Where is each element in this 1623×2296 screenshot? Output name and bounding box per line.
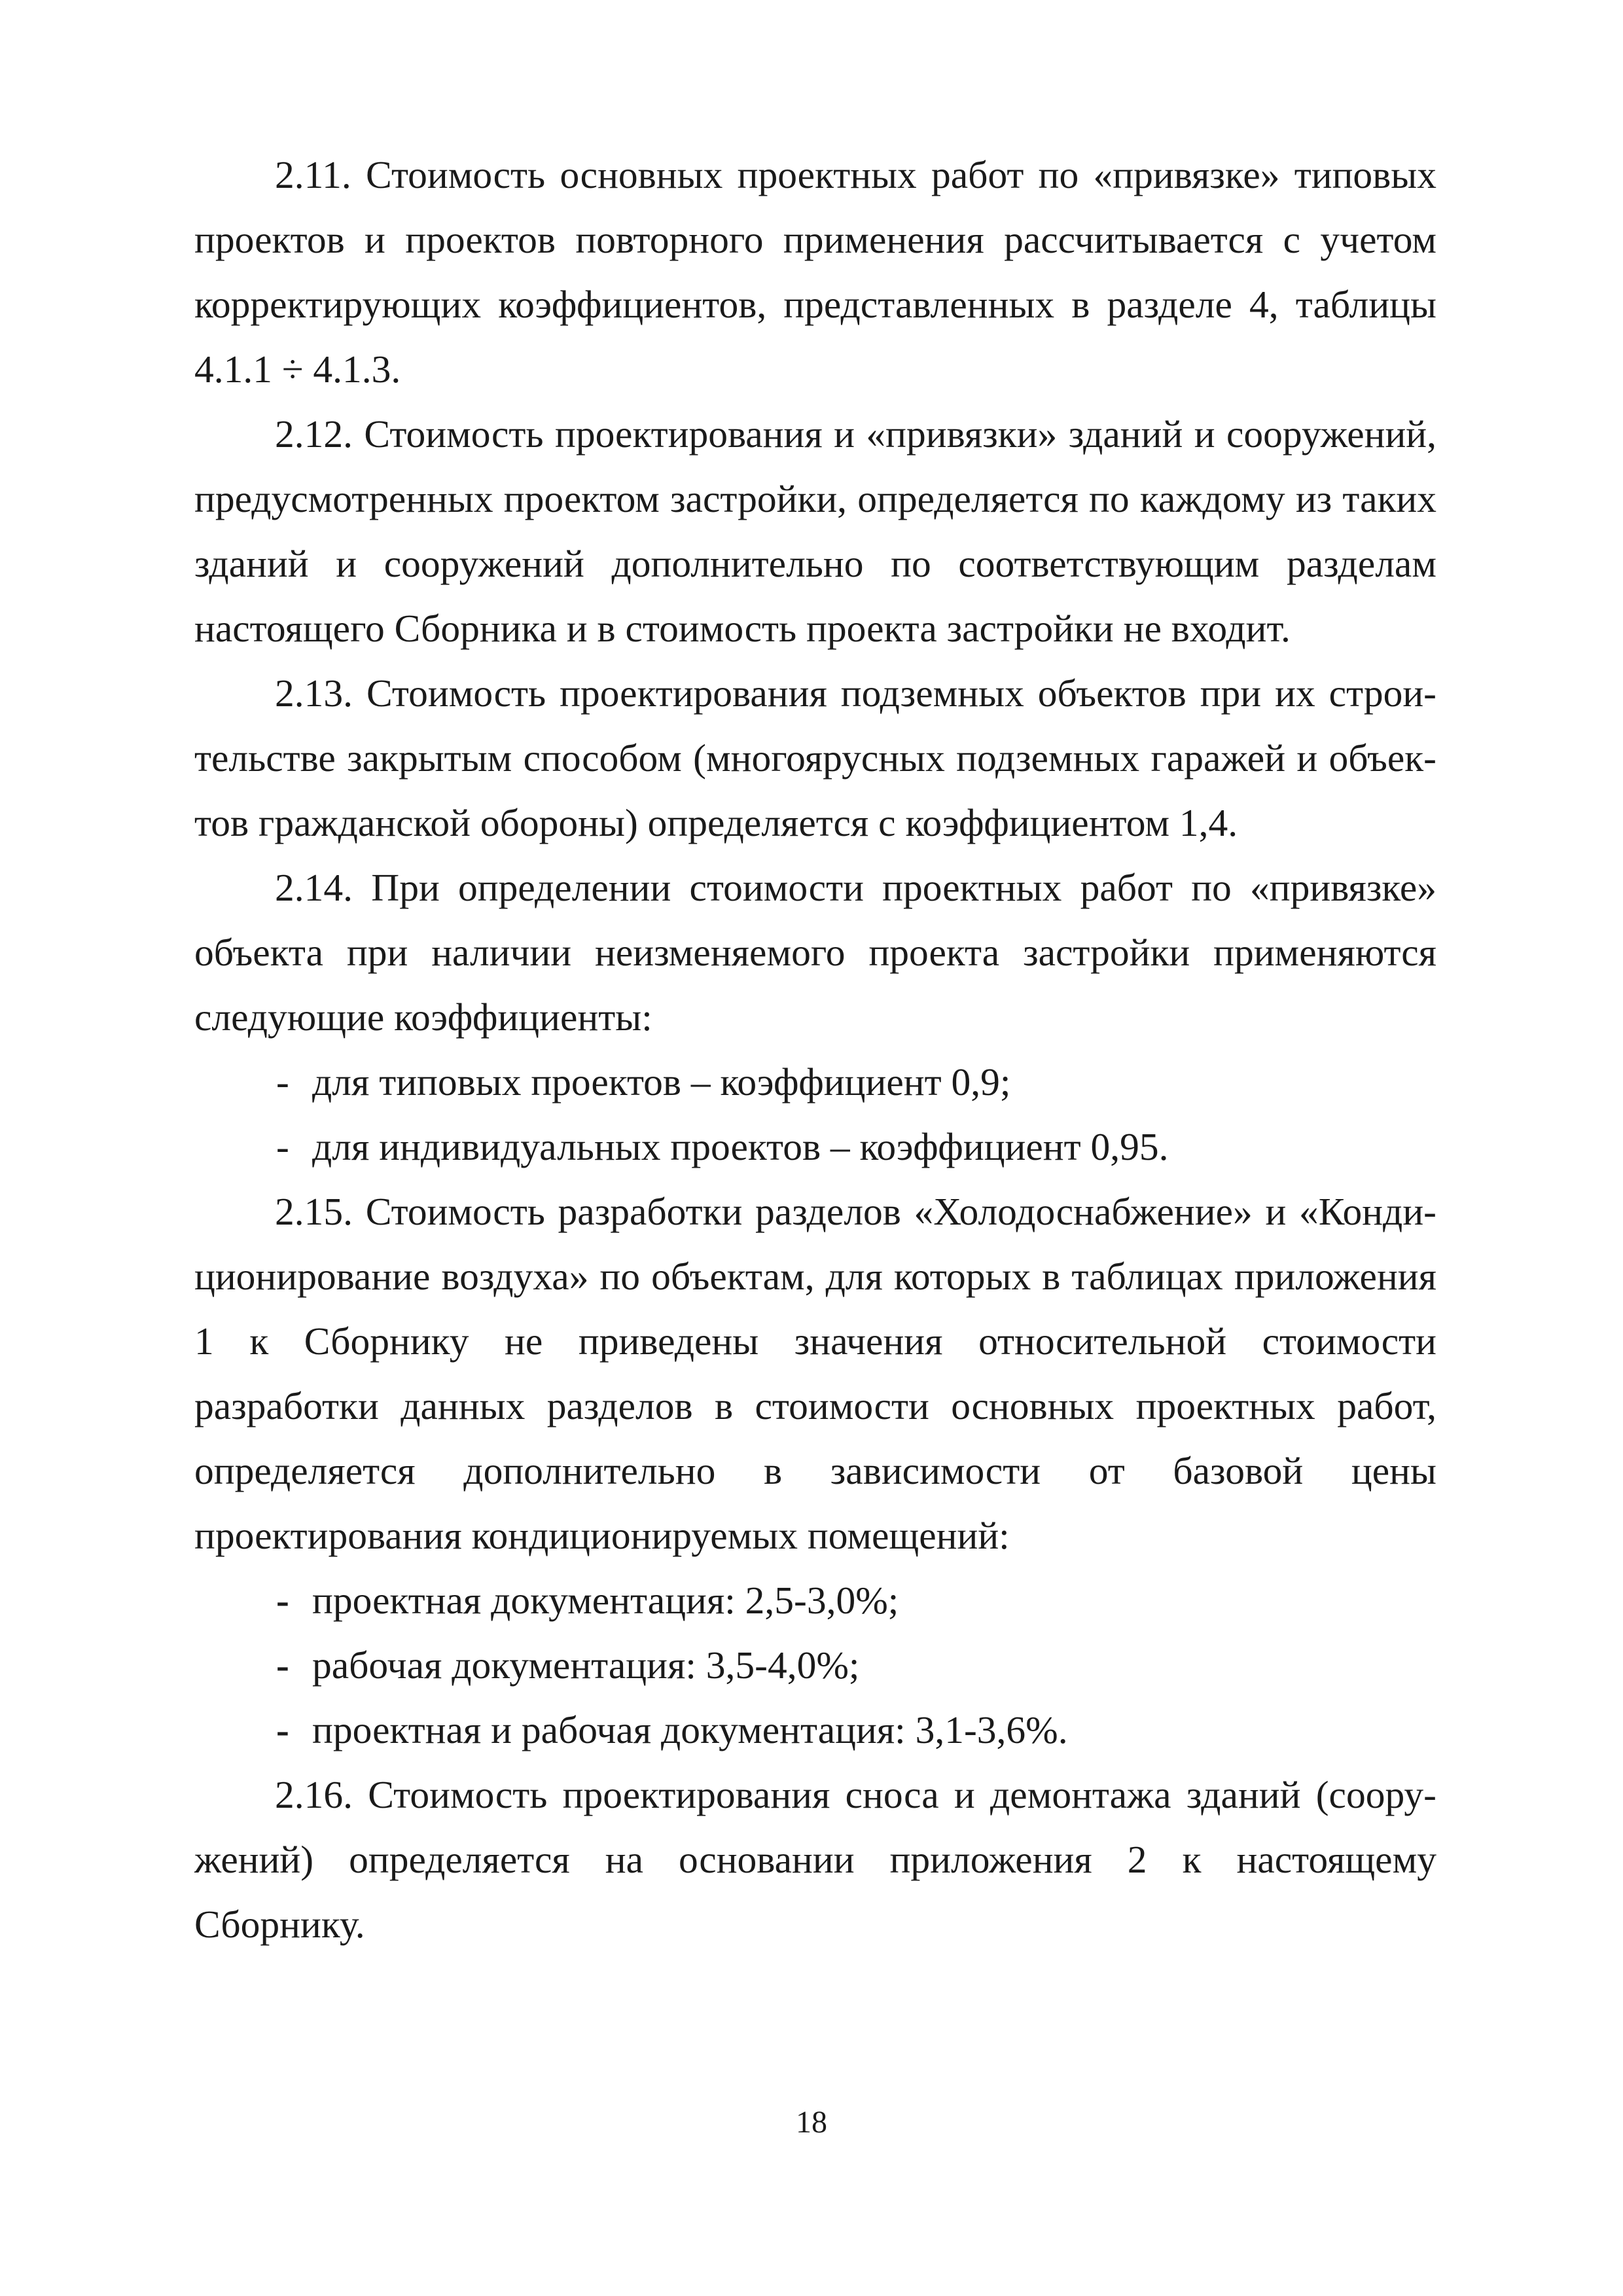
- list-dash: -: [276, 1579, 289, 1622]
- list-item-text: для индивидуальных проектов – коэффициент 0,95.: [312, 1125, 1169, 1168]
- list-item-project-docs: [194, 1568, 1436, 1633]
- page-body: [194, 143, 1436, 1957]
- list-item-text: проектная и рабочая документация: 3,1-3,6%.: [312, 1708, 1068, 1751]
- list-dash: -: [276, 1708, 289, 1751]
- list-dash: -: [276, 1125, 289, 1168]
- list-item-individual-projects: [194, 1115, 1436, 1179]
- list-item-typical-projects: [194, 1050, 1436, 1115]
- list-item-text: проектная документация: 2,5-3,0%;: [312, 1579, 899, 1622]
- list-item-project-and-working-docs: [194, 1698, 1436, 1763]
- paragraph-2-11: 2.11. Стоимость основных проектных работ по «привязке» типовых проектов и проектов повторного применения рассчитывается с учетом корректирующих коэффициентов, представленных в разделе 4, таблицы 4.1.1 ÷ 4.1.3.: [194, 153, 1436, 391]
- list-dash: -: [276, 1060, 289, 1103]
- list-dash: -: [276, 1643, 289, 1687]
- list-item-working-docs: [194, 1633, 1436, 1698]
- page-number: 18: [796, 2105, 827, 2140]
- list-item-text: рабочая документация: 3,5-4,0%;: [312, 1643, 860, 1687]
- paragraph-2-16: 2.16. Стоимость проектирования сноса и демонтажа зданий (сооружений) определяется на основании приложения 2 к настоящему Сборнику.: [194, 1773, 1436, 1946]
- paragraph-2-15: 2.15. Стоимость разработки разделов «Холодоснабжение» и «Кондиционирование воздуха» по объектам, для которых в таблицах приложения 1 к Сборнику не приведены значения относительной стоимости разработки данных разделов в стоимости основных проектных работ, определяется дополнительно в зависимости от базовой цены проектирования кондиционируемых помещений:: [194, 1190, 1436, 1557]
- list-item-text: для типовых проектов – коэффициент 0,9;: [312, 1060, 1011, 1103]
- paragraph-2-14: 2.14. При определении стоимости проектных работ по «привязке» объекта при наличии неизменяемого проекта застройки применяются следующие коэффициенты:: [194, 866, 1436, 1039]
- paragraph-2-12: 2.12. Стоимость проектирования и «привязки» зданий и сооружений, предусмотренных проектом застройки, определяется по каждому из таких зданий и сооружений дополнительно по соответствующим разделам настоящего Сборника и в стоимость проекта застройки не входит.: [194, 412, 1436, 650]
- paragraph-2-13: 2.13. Стоимость проектирования подземных объектов при их строительстве закрытым способом (многоярусных подземных гаражей и объектов гражданской обороны) определяется с коэффициентом 1,4.: [194, 672, 1436, 844]
